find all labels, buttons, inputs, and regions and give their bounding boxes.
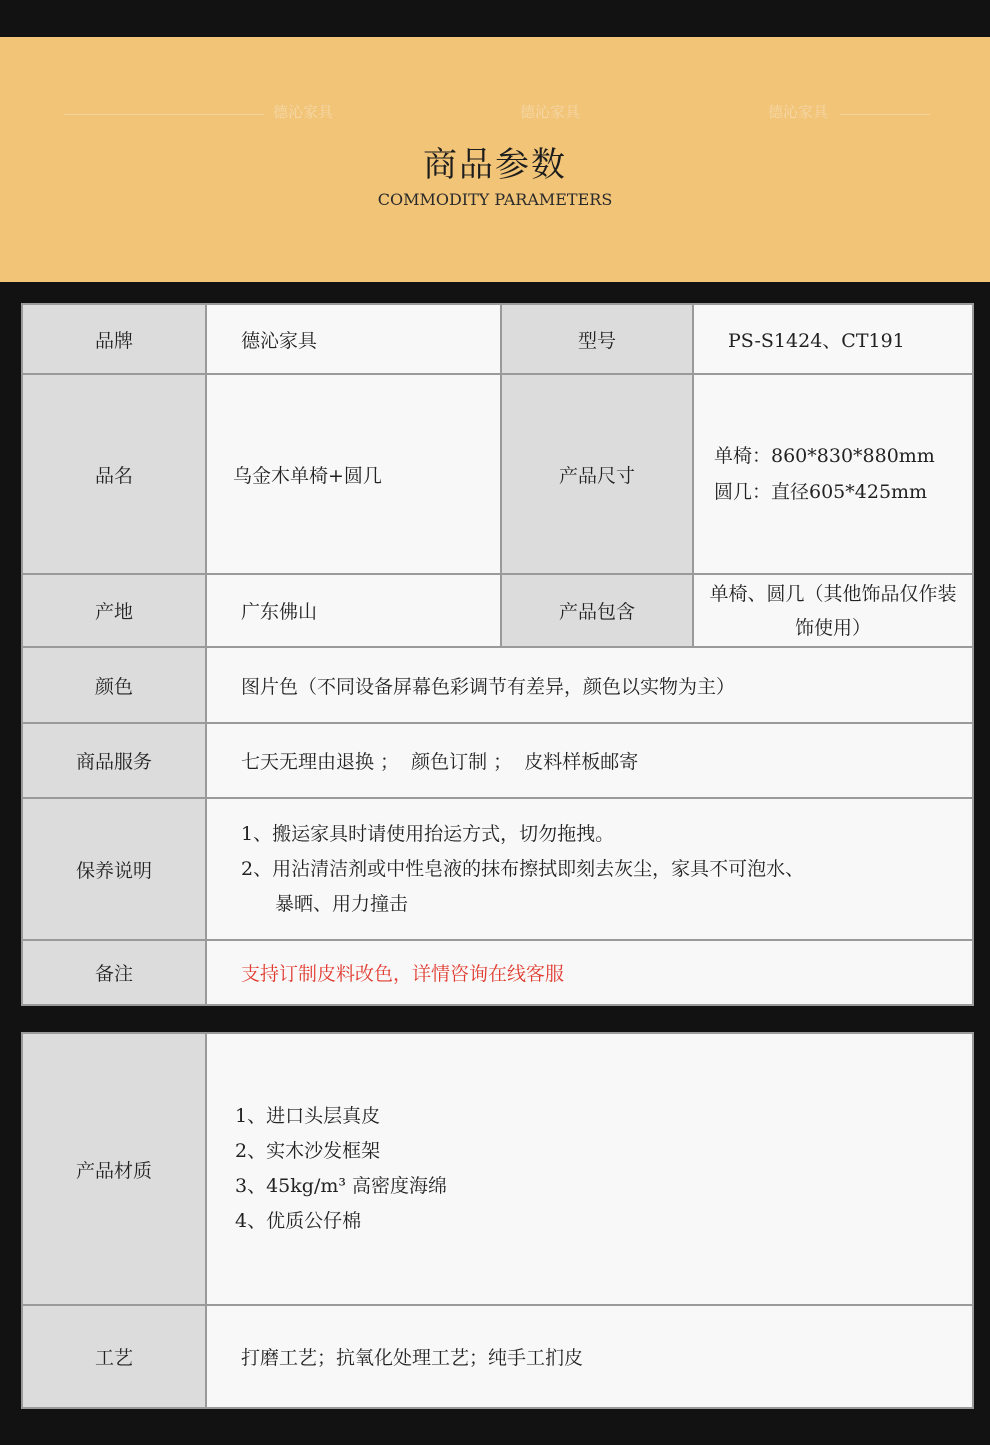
craft-value: 打磨工艺；抗氧化处理工艺；纯手工扪皮 bbox=[241, 1347, 584, 1369]
model-label: 型号 bbox=[501, 304, 693, 374]
craft-cell bbox=[206, 1305, 973, 1408]
note-value: 支持订制皮料改色，详情咨询在线客服 bbox=[241, 963, 565, 985]
size-line-1: 单椅：860*830*880mm bbox=[714, 445, 935, 467]
service-cell bbox=[206, 723, 973, 798]
material-item: 2、实木沙发框架 bbox=[235, 1140, 381, 1162]
care-line-3: 暴晒、用力撞击 bbox=[275, 892, 409, 915]
table-row bbox=[22, 940, 973, 1005]
table-row bbox=[22, 574, 973, 647]
craft-label: 工艺 bbox=[22, 1305, 206, 1408]
name-label: 品名 bbox=[22, 374, 206, 574]
size-label: 产品尺寸 bbox=[501, 374, 693, 574]
watermark-text: 德沁家具 bbox=[768, 103, 829, 121]
watermark-text: 德沁家具 bbox=[273, 103, 334, 121]
origin-label: 产地 bbox=[22, 574, 206, 647]
watermark-line bbox=[840, 114, 930, 115]
table-row bbox=[22, 647, 973, 723]
table-row bbox=[22, 723, 973, 798]
package-line-1: 单椅、圆几（其他饰品仅作装 bbox=[709, 582, 957, 605]
header-banner bbox=[0, 37, 990, 282]
care-label: 保养说明 bbox=[22, 798, 206, 940]
model-cell bbox=[693, 304, 973, 374]
table-row bbox=[22, 1305, 973, 1408]
color-cell bbox=[206, 647, 973, 723]
name-value: 乌金木单椅+圆几 bbox=[233, 464, 382, 487]
package-label: 产品包含 bbox=[501, 574, 693, 647]
material-cell bbox=[206, 1033, 973, 1305]
watermark-line bbox=[64, 114, 264, 115]
service-value: 七天无理由退换 ； 颜色订制 ； 皮料样板邮寄 bbox=[241, 751, 639, 773]
package-line-2: 饰使用） bbox=[794, 616, 871, 639]
origin-cell bbox=[206, 574, 501, 647]
color-label: 颜色 bbox=[22, 647, 206, 723]
brand-cell bbox=[206, 304, 501, 374]
note-cell bbox=[206, 940, 973, 1005]
size-cell bbox=[693, 374, 973, 574]
material-item: 4、优质公仔棉 bbox=[235, 1210, 362, 1232]
size-line-2: 圆几：直径605*425mm bbox=[714, 481, 928, 503]
page-title: 商品参数 bbox=[423, 145, 567, 185]
package-cell bbox=[693, 574, 973, 647]
page-subtitle: COMMODITY PARAMETERS bbox=[377, 190, 613, 209]
material-label: 产品材质 bbox=[22, 1033, 206, 1305]
watermark-text: 德沁家具 bbox=[520, 103, 581, 121]
material-item: 1、进口头层真皮 bbox=[235, 1105, 381, 1127]
origin-value: 广东佛山 bbox=[241, 601, 318, 623]
brand-label: 品牌 bbox=[22, 304, 206, 374]
model-value: PS-S1424、CT191 bbox=[728, 329, 905, 352]
care-line-2: 2、用沾清洁剂或中性皂液的抹布擦拭即刻去灰尘，家具不可泡水、 bbox=[241, 857, 805, 880]
care-line-1: 1、搬运家具时请使用抬运方式，切勿拖拽。 bbox=[241, 822, 615, 845]
service-label: 商品服务 bbox=[22, 723, 206, 798]
note-label: 备注 bbox=[22, 940, 206, 1005]
name-cell bbox=[206, 374, 501, 574]
table-row bbox=[22, 1033, 973, 1305]
brand-value: 德沁家具 bbox=[241, 329, 318, 352]
table-row bbox=[22, 798, 973, 940]
table-row bbox=[22, 304, 973, 374]
spec-table bbox=[21, 303, 974, 1006]
care-cell bbox=[206, 798, 973, 940]
material-item: 3、45kg/m³ 高密度海绵 bbox=[235, 1175, 448, 1197]
color-value: 图片色（不同设备屏幕色彩调节有差异，颜色以实物为主） bbox=[241, 675, 736, 698]
material-table bbox=[21, 1032, 974, 1409]
table-row bbox=[22, 374, 973, 574]
